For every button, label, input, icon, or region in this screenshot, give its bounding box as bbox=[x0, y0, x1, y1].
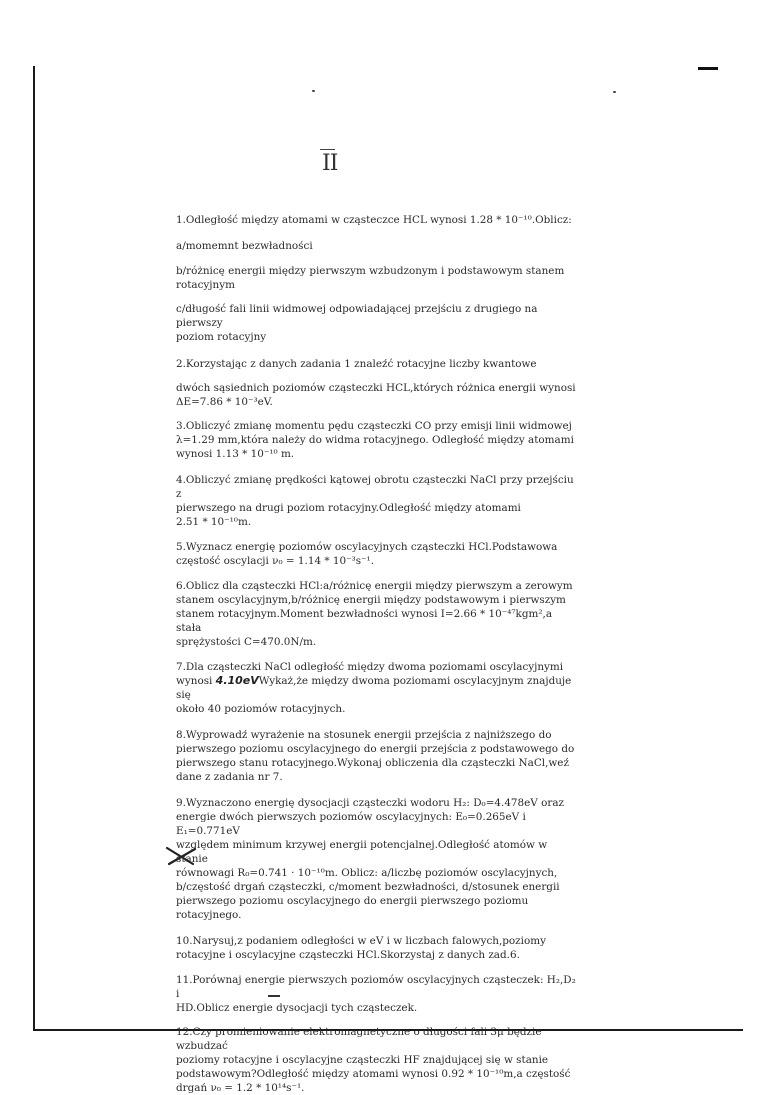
task-9: 9.Wyznaczono energię dysocjacji cząsteczki wodoru H₂: D₀=4.478eV oraz energie dwóch pierwszych poziomów oscylacyjnych: E₀=0.265eV i E₁=0.771eV względem minimum krzywej energii potencjalnej.Odległość atomów w stanie równowagi R₀=0.741 · 10⁻¹⁰m. Oblicz: a/liczbę poziomów oscylacyjnych, b/częstość drgań cząsteczki, c/moment bezwładności, d/stosunek energii pierwszego poziomu oscylacyjnego do energii pierwszego poziomu rotacyjnego. bbox=[176, 797, 564, 921]
task-1-part-c: c/długość fali linii widmowej odpowiadającej przejściu z drugiego na pierwszy poziom rotacyjny bbox=[176, 303, 538, 343]
left-margin-rule bbox=[33, 66, 35, 1031]
task-2-body: dwóch sąsiednich poziomów cząsteczki HCL,których różnica energii wynosi ΔE=7.86 * 10⁻³eV. bbox=[176, 382, 576, 408]
task-1-part-a: a/momemnt bezwładności bbox=[176, 240, 313, 252]
task-6: 6.Oblicz dla cząsteczki HCl:a/różnicę energii między pierwszym a zerowym stanem oscylacyjnym,b/różnicę energii między podstawowym i pierwszym stanem rotacyjnym.Moment bezwładności wynosi I=2.66 * 10⁻⁴⁷kgm²,a stała sprężystości C=470.0N/m. bbox=[176, 580, 573, 648]
section-numeral: II bbox=[322, 151, 338, 176]
task-12: 12.Czy promieniowanie elektromagnetyczne o długości fali 3μ będzie wzbudzać poziomy rotacyjne i oscylacyjne cząsteczki HF znajdującej się w stanie podstawowym?Odległość między atomami wynosi 0.92 * 10⁻¹⁰m,a częstość drgań ν₀ = 1.2 * 10¹⁴s⁻¹. bbox=[176, 1026, 571, 1094]
handwritten-value: 4.10eV bbox=[215, 674, 259, 687]
task-11: 11.Porównaj energie pierwszych poziomów oscylacyjnych cząsteczek: H₂,D₂ i HD.Oblicz energie dysocjacji tych cząsteczek. bbox=[176, 974, 576, 1014]
task-1-intro: 1.Odległość między atomami w cząsteczce HCL wynosi 1.28 * 10⁻¹⁰.Oblicz: bbox=[176, 214, 572, 226]
task-1-part-b: b/różnicę energii między pierwszym wzbudzonym i podstawowym stanem rotacyjnym bbox=[176, 265, 565, 291]
task-2-intro: 2.Korzystając z danych zadania 1 znaleźć rotacyjne liczby kwantowe bbox=[176, 358, 537, 370]
top-right-dash bbox=[698, 67, 718, 70]
task-3: 3.Obliczyć zmianę momentu pędu cząsteczki CO przy emisji linii widmowej λ=1.29 mm,która należy do widma rotacyjnego. Odległość między atomami wynosi 1.13 * 10⁻¹⁰ m. bbox=[176, 420, 574, 460]
task-10: 10.Narysuj,z podaniem odległości w eV i w liczbach falowych,poziomy rotacyjne i oscylacyjne cząsteczki HCl.Skorzystaj z danych zad.6. bbox=[176, 935, 546, 961]
task-5: 5.Wyznacz energię poziomów oscylacyjnych cząsteczki HCl.Podstawowa częstość oscylacji ν₀ = 1.14 * 10⁻³s⁻¹. bbox=[176, 541, 558, 567]
scan-speck bbox=[312, 90, 315, 92]
scan-speck bbox=[613, 91, 616, 93]
task-8: 8.Wyprowadź wyrażenie na stosunek energii przejścia z najniższego do pierwszego poziomu oscylacyjnego do energii przejścia z podstawowego do pierwszego stanu rotacyjnego.Wykonaj obliczenia dla cząsteczki NaCl,weź dane z zadania nr 7. bbox=[176, 729, 575, 783]
task-list bbox=[176, 213, 576, 1095]
task-4: 4.Obliczyć zmianę prędkości kątowej obrotu cząsteczki NaCl przy przejściu z pierwszego na drugi poziom rotacyjny.Odległość między atomami 2.51 * 10⁻¹⁰m. bbox=[176, 474, 574, 528]
task-7: 7.Dla cząsteczki NaCl odległość między dwoma poziomami oscylacyjnymi wynosi 4.10eVWykaż,że między dwoma poziomami oscylacyjnym znajduje się około 40 poziomów rotacyjnych. bbox=[176, 661, 572, 715]
